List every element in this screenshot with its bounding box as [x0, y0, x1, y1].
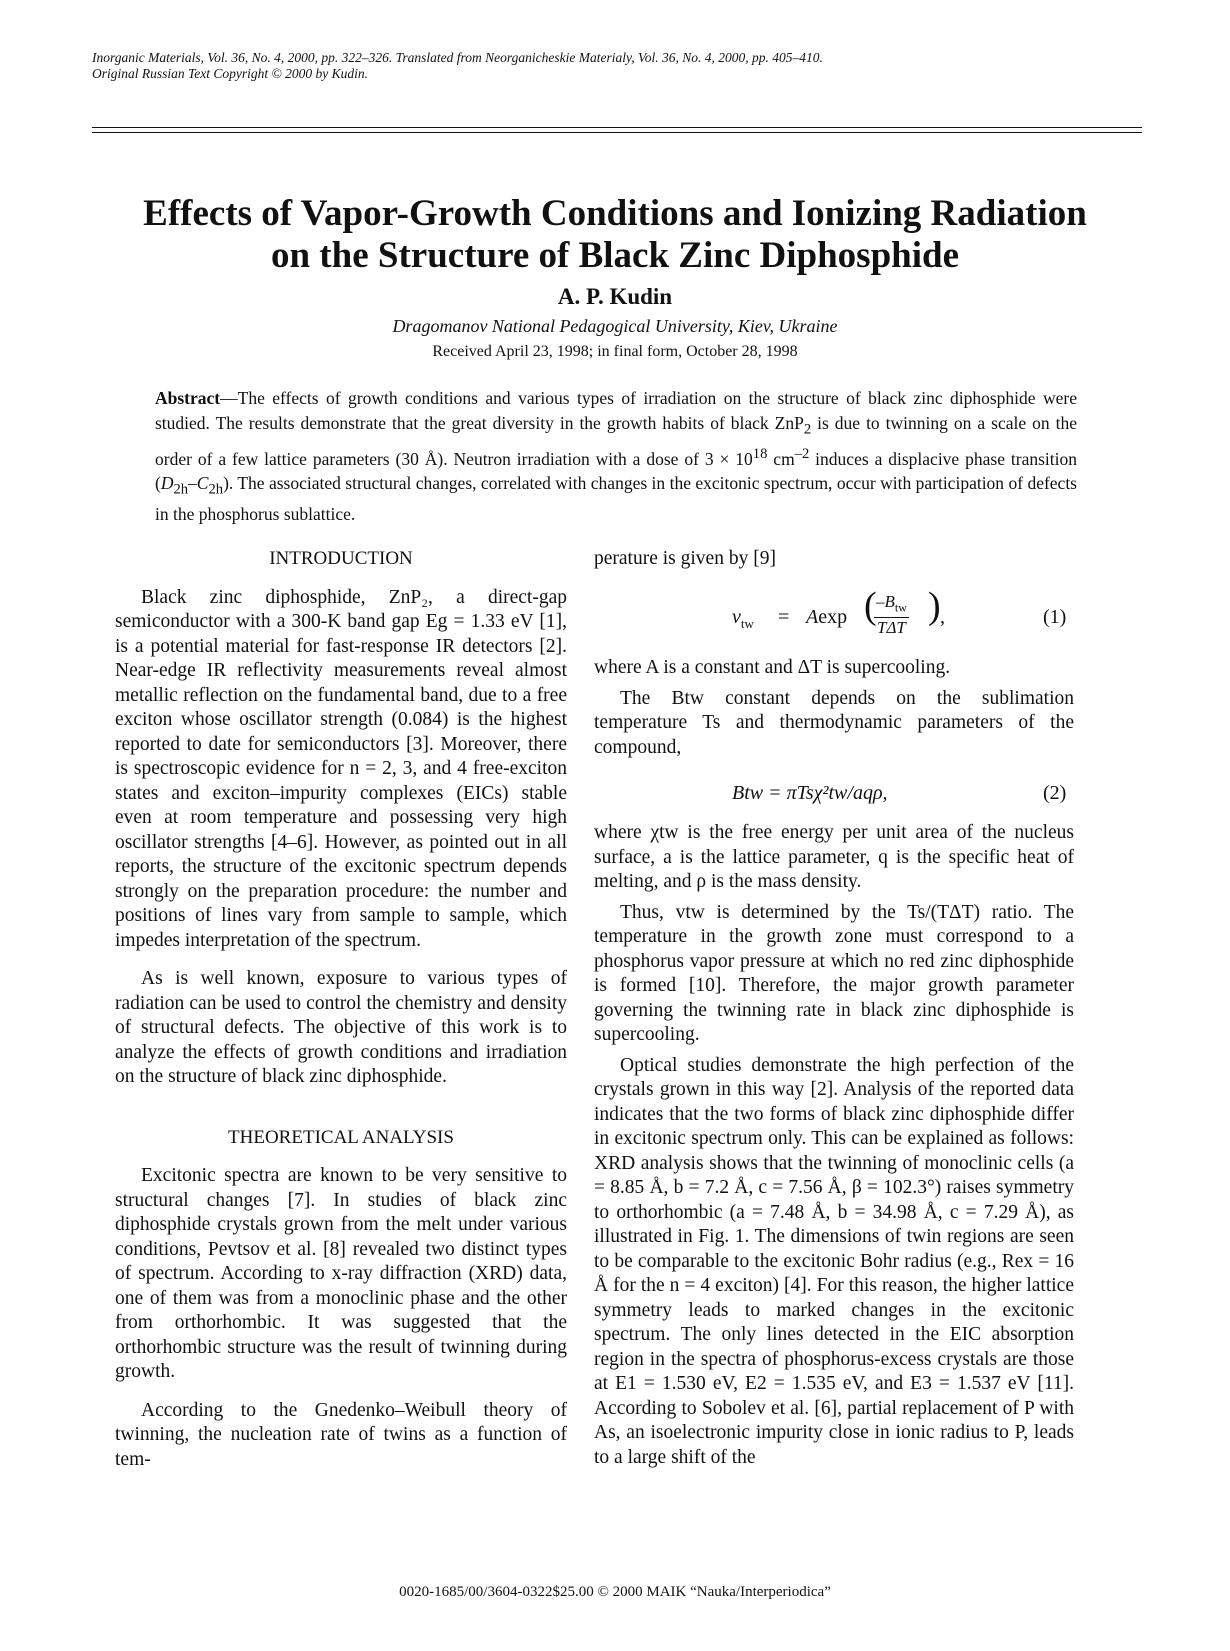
theory-paragraph-1: Excitonic spectra are known to be very sensitive to structural changes [7]. In studies of black zinc diphosphide crystals grown from the melt under various conditions, Pevtsov et al. [8] revealed two distinct types of spectrum. According to x-ray diffraction (XRD) data, one of them was from a monoclinic phase and the other from orthorhombic. It was suggested that the orthorhombic structure was the result of twinning during growth. [115, 1165, 567, 1382]
right-paragraph-0: perature is given by [9] [594, 548, 776, 569]
author-name: A. P. Kudin [557, 284, 673, 309]
right-paragraph-1: where A is a constant and ΔT is supercooling. [594, 657, 951, 678]
right-column-cont-2 [594, 821, 1074, 1470]
received-dates: Received April 23, 1998; in final form, October 28, 1998 [432, 343, 798, 360]
right-paragraph-4: Thus, vtw is determined by the Ts/(TΔT) ratio. The temperature in the growth zone must correspond to a phosphorus vapor pressure at which no red zinc diphosphide is formed [10]. Therefore, the major growth parameter governing the twinning rate in black zinc diphosphide is supercooling. [594, 901, 1074, 1045]
copyright-line: Original Russian Text Copyright © 2000 by Kudin. [92, 66, 369, 81]
equation-1-fraction: $-B_{tw}$ TΔT [876, 592, 907, 638]
right-paragraph-2: The Btw constant depends on the sublimation temperature Ts and thermodynamic parameters of the compound, [594, 687, 1074, 758]
paper-title-line-1: Effects of Vapor-Growth Conditions and Ionizing Radiation [143, 193, 1087, 234]
header-rule-bottom [92, 132, 1142, 133]
journal-citation: Inorganic Materials, Vol. 36, No. 4, 2000, pp. 322–326. Translated from Neorganicheskie Materialy, Vol. 36, No. 4, 2000, pp. 405–410. [92, 50, 823, 65]
theory-paragraph-2: According to the Gnedenko–Weibull theory of twinning, the nucleation rate of twins as a function of tem- [115, 1399, 567, 1470]
section-heading-introduction: INTRODUCTION [269, 548, 413, 569]
equation-1-number: (1) [1043, 606, 1067, 628]
intro-paragraph-2: As is well known, exposure to various types of radiation can be used to control the chemistry and density of structural defects. The objective of this work is to analyze the effects of growth conditions and irradiation on the structure of black zinc diphosphide. [115, 968, 567, 1087]
affiliation: Dragomanov National Pedagogical University, Kiev, Ukraine [392, 316, 838, 336]
right-column-cont-1 [594, 656, 1074, 760]
abstract-label: Abstract [155, 388, 221, 408]
section-heading-theoretical-analysis: THEORETICAL ANALYSIS [228, 1126, 454, 1148]
right-column [594, 547, 1074, 572]
equation-2: Btw = πTsχ²tw/aqρ, (2) [732, 782, 1067, 804]
equation-1: $v_{tw}$ = Aexp ( $-B_{tw}$ TΔT ) , (1) [732, 585, 1067, 638]
right-paragraph-5: Optical studies demonstrate the high perfection of the crystals grown in this way [2]. Analysis of the reported data indicates that the two forms of black zinc diphosphide differ in excitonic spectrum only. This can be explained as follows: XRD analysis shows that the twinning of monoclinic cells (a = 8.85 Å, b = 7.2 Å, c = 7.56 Å, β = 102.3°) raises symmetry to orthorhombic (a = 7.48 Å, b = 34.98 Å, c = 7.29 Å), as illustrated in Fig. 1. The dimensions of twin regions are seen to be comparable to the excitonic Bohr radius (e.g., Rex = 16 Å for the n = 4 exciton) [4]. For this reason, the higher lattice symmetry leads to marked changes in the excitonic spectrum. The only lines detected in the EIC absorption region in the spectra of phosphorus-excess crystals are those at E1 = 1.530 eV, E2 = 1.535 eV, and E3 = 1.537 eV [11]. According to Sobolev et al. [6], partial replacement of P with As, an isoelectronic impurity close in ionic radius to P, leads to a large shift of the [594, 1054, 1074, 1468]
footer-copyright: 0020-1685/00/3604-0322$25.00 © 2000 MAIK “Nauka/Interperiodica” [399, 1584, 831, 1600]
left-column [115, 547, 567, 1472]
paper-title-line-2: on the Structure of Black Zinc Diphosphide [270, 235, 960, 276]
right-paragraph-3: where χtw is the free energy per unit area of the nucleus surface, a is the lattice parameter, q is the specific heat of melting, and ρ is the mass density. [594, 822, 1074, 892]
header-rule-top [92, 127, 1142, 128]
equation-2-number: (2) [1043, 782, 1067, 804]
abstract: Abstract—The effects of growth conditions and various types of irradiation on the structure of black zinc diphosphide were studied. The results demonstrate that the great diversity in the growth habits of black ZnP$_2$ is due to twinning on a scale on the order of a few lattice parameters (30 Å). Neutron irradiation with a dose of $3 \times 10^{18}$ $cm^{-2}$ induces a displacive phase transition $(D_{2h}-C_{2h})$. The associated structural changes, correlated with changes in the excitonic spectrum, occur with participation of defects in the phosphorus sublattice. [155, 388, 1078, 524]
intro-paragraph-1: Black zinc diphosphide, ZnP₂, a direct-gap semiconductor with a 300-K band gap Eg = 1.33 eV [1], is a potential material for fast-response IR detectors [2]. Near-edge IR reflectivity measurements reveal almost metallic reflection on the fundamental band, due to a free exciton whose oscillator strength (0.084) is the highest reported to date for semiconductors [3]. Moreover, there is spectroscopic evidence for n = 2, 3, and 4 free-exciton states and exciton–impurity complexes (EICs) stable even at room temperature and possessing very high oscillator strengths [4–6]. However, as pointed out in all reports, the structure of the excitonic spectrum depends strongly on the preparation procedure: the number and positions of lines vary from sample to sample, which impedes interpretation of the spectrum. [115, 586, 567, 951]
